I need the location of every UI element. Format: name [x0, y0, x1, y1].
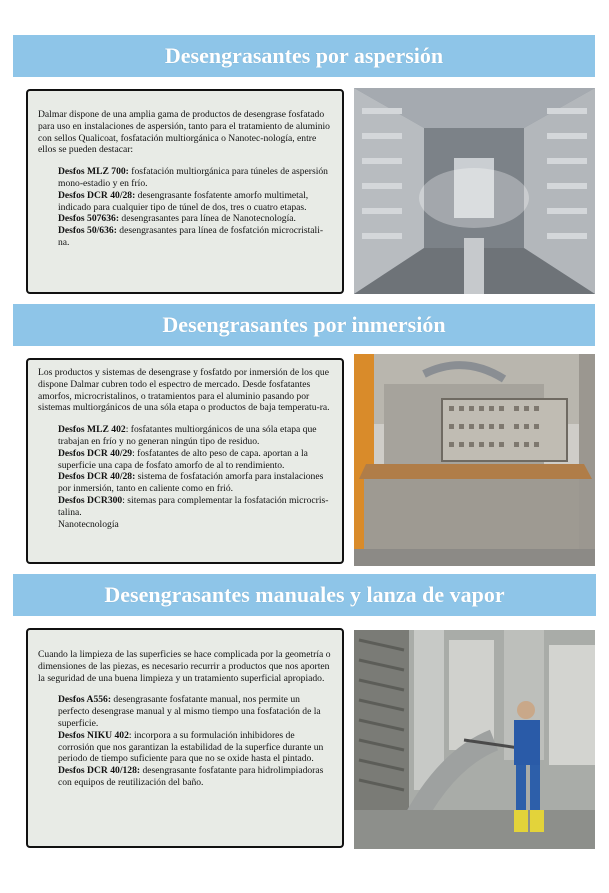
- product-description: fosfatación multiorgánica para túneles de aspersión mono-estadio y en frío.: [58, 166, 328, 189]
- intro-paragraph: Los productos y sistemas de desengrase y fosfatdo por inmersión de los que dispone Dalmar cubren todo el espectro de mercado. Desde fosfatantes amorfos, microcristalinos, o tratamientos para el aluminio pasando por sistemas multiorgánicos de una sóla etapa o productos de baja temperatu-ra.: [38, 367, 330, 414]
- product-description: : incorpora a su formulación inhibidores de corrosión que nos garantizan la estabilidad de la superfice durante un periodo de tiempo suficiente para que no se oxide hasta el pintado.: [58, 729, 324, 765]
- list-item: [58, 190, 332, 214]
- section-title-manuales: Desengrasantes manuales y lanza de vapor: [13, 574, 596, 616]
- immersion-tank-photo: [354, 354, 595, 566]
- product-description: desengrasantes para línea de Nanotecnología.: [119, 213, 296, 225]
- product-name: Desfos 50/636:: [58, 225, 117, 237]
- product-name: Desfos A556:: [58, 694, 112, 706]
- product-description: Nanotecnología: [58, 518, 119, 530]
- product-name: Desfos MLZ 700:: [58, 166, 129, 178]
- text-box-aspersion: [26, 89, 344, 294]
- list-item: [58, 166, 332, 190]
- list-item: [58, 471, 332, 495]
- intro-paragraph: Dalmar dispone de una amplia gama de productos de desengrase fosfatado para uso en instalaciones de aspersión, tanto para el tratamiento de aluminio con sellos Qualicoat, fosfatación multiorgánica o Nanotec-nología, entre ellos se pueden destacar:: [38, 109, 330, 156]
- product-name: Desfos DCR 40/28:: [58, 189, 136, 201]
- list-item: [58, 424, 332, 448]
- steam-lance-worker-photo: [354, 630, 595, 849]
- intro-paragraph: Cuando la limpieza de las superficies se hace complicada por la geometría o dimensiones de las piezas, es necesario recurrir a productos que nos aporten la seguridad de una buena limpieza y un tratamiento superficial apropiado.: [38, 649, 331, 684]
- product-name: Desfos DCR300: [58, 494, 123, 506]
- list-item: [58, 730, 332, 765]
- product-description: : sitemas para complementar la fosfatación microcris-talina.: [58, 494, 329, 518]
- product-description: desengrasantes para línea de fosfatción microcristali-na.: [58, 225, 324, 248]
- list-item: [58, 495, 332, 519]
- list-item: [58, 448, 332, 472]
- product-list: [58, 694, 332, 788]
- list-item: [58, 225, 332, 249]
- spray-tunnel-photo: [354, 88, 595, 294]
- product-description: : fosfatantes de alto peso de capa. aportan a la superficie una capa de fosfato amorfo de al to rendimiento.: [58, 447, 308, 471]
- section-title-aspersion: Desengrasantes por aspersión: [13, 35, 595, 77]
- product-description: desengrasante fosfatante para hidrolimpiadoras con equipos de reutilización del baño.: [58, 765, 324, 788]
- product-name: Desfos 507636:: [58, 213, 120, 225]
- list-item: [58, 765, 332, 789]
- section-title-inmersion: Desengrasantes por inmersión: [13, 304, 595, 346]
- product-name: Desfos DCR 40/28:: [58, 471, 136, 483]
- product-list: [58, 424, 332, 530]
- product-list: [58, 166, 332, 249]
- product-name: Desfos DCR 40/29: [58, 447, 133, 459]
- list-item: [58, 213, 332, 225]
- product-name: Desfos DCR 40/128:: [58, 765, 141, 777]
- list-item: [58, 519, 332, 531]
- product-description: sistema de fosfatación amorfa para instalaciones por inmersión, tanto en caliente como en frió.: [58, 471, 324, 495]
- text-box-manuales: [26, 628, 344, 848]
- text-box-inmersion: [26, 358, 344, 564]
- product-description: desengrasante fosfatente amorfo multimetal, indicado para cualquier tipo de túnel de dos, tres o cuatro etapas.: [58, 189, 309, 213]
- list-item: [58, 694, 332, 729]
- product-description: : fosfatantes multiorgánicos de una sóla etapa que trabajan en frío y no generan ningún tipo de residuo.: [58, 424, 317, 447]
- product-description: desengrasante fosfatante manual, nos permite un perfecto desengrase manual y al mismo tiempo una fosfatación de la superficie.: [58, 694, 321, 729]
- product-name: Desfos MLZ 402: [58, 424, 126, 436]
- product-name: Desfos NIKU 402: [58, 729, 129, 741]
